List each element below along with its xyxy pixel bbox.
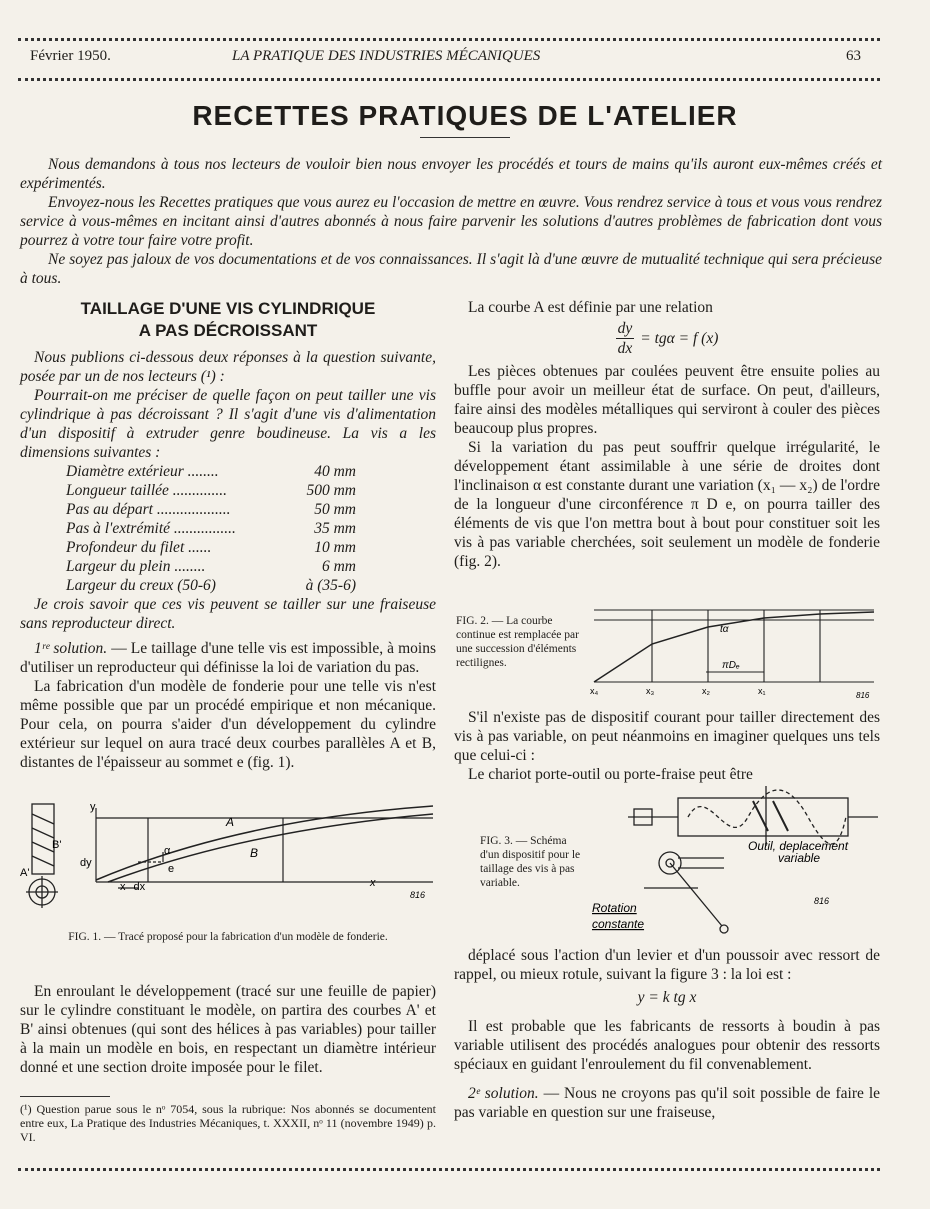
header-date: Février 1950. xyxy=(30,48,111,64)
fig3-number: 816 xyxy=(814,896,830,906)
body-paragraph: Les pièces obtenues par coulées peuvent être ensuite polies au buffle pour avoir un meilleur état de surface. On peut, d'ailleurs, faire ainsi des modèles métalliques qui serviront à couler des pièces beaucoup plus propres. xyxy=(454,363,880,437)
fig1-caption: FIG. 1. — Tracé proposé pour la fabrication d'un modèle de fonderie. xyxy=(68,931,388,943)
equation-2: y = k tg x xyxy=(637,989,697,1006)
equation-1 xyxy=(454,319,880,358)
fig1-label-A: A xyxy=(226,815,235,829)
bottom-dotted-rule xyxy=(18,1168,880,1171)
fig1-number: 816 xyxy=(410,890,426,900)
footnote: (¹) Question parue sous le nᵒ 7054, sous la rubrique: Nos abonnés se documentent entre eux, La Pratique des Industries Mécaniques, t. XXXII, nᵒ 11 (novembre 1949) p. VI. xyxy=(20,1102,436,1144)
body-paragraph: La courbe A est définie par une relation xyxy=(468,299,713,316)
solution2-paragraph: 2ᵉ solution. — Nous ne croyons pas qu'il soit possible de faire le pas variable en question sur une fraiseuse, xyxy=(454,1085,881,1121)
fig3-label-variable: variable xyxy=(778,851,821,865)
solution1-paragraph: 1ʳᵉ solution. — Le taillage d'une telle vis est impossible, à moins d'utiliser un reproducteur qui définisse la loi de variation du pas. xyxy=(20,640,436,676)
fig3-caption: FIG. 3. — Schéma d'un dispositif pour le taillage des vis à pas variable. xyxy=(480,835,581,889)
right-column-bottom xyxy=(454,946,880,1122)
body-paragraph: déplacé sous l'action d'un levier et d'un poussoir avec ressort de rappel, ou mieux rotule, suivant la figure 3 : la loi est : xyxy=(454,947,880,983)
fig1-label-B2: B' xyxy=(52,839,62,851)
dimension-row: Pas à l'extrémité ................ 35 mm xyxy=(66,520,356,537)
fig2-label-x3: x₃ xyxy=(646,686,655,696)
eq1-numerator: dy xyxy=(617,320,633,337)
article-title-line1: TAILLAGE D'UNE VIS CYLINDRIQUE xyxy=(80,299,376,318)
dimension-row: Longueur taillée .............. 500 mm xyxy=(66,482,356,499)
intro-block xyxy=(20,155,882,288)
footnote-rule xyxy=(20,1096,110,1097)
body-paragraph: S'il n'existe pas de dispositif courant pour tailler directement des vis à pas variable, on peut néanmoins en imaginer quelques uns tels que celui-ci : xyxy=(454,709,880,764)
body-paragraph: Le chariot porte-outil ou porte-fraise peut être xyxy=(468,766,753,783)
dimension-row: Largeur du creux (50-6) à (35-6) xyxy=(66,577,356,594)
body-paragraph: La fabrication d'un modèle de fonderie pour une telle vis n'est même possible que par un procédé empirique et non mécanique. Pour cela, on pourra s'aider d'un développement du cylindre extérieur sur lequel on aura tracé deux courbes parallèles A et B, distantes de l'épaisseur au sommet e (fig. 1). xyxy=(20,678,436,771)
fig1-label-A2: A' xyxy=(20,867,30,879)
question-end: Je crois savoir que ces vis peuvent se tailler sur une fraiseuse sans reproducteur direct. xyxy=(20,596,436,632)
fig2-label-alpha: tα xyxy=(720,624,729,635)
fig2-number: 816 xyxy=(856,691,870,700)
fig1-label-x: x xyxy=(370,877,376,889)
fig1-label-e: e xyxy=(168,863,175,875)
dimension-row: Profondeur du filet ...... 10 mm xyxy=(66,539,356,556)
right-column-mid xyxy=(454,708,880,784)
fig3-label-rotation: Rotation xyxy=(592,901,637,915)
dimension-row: Pas au départ ................... 50 mm xyxy=(66,501,356,518)
right-column xyxy=(454,298,880,571)
title-underline xyxy=(420,137,510,138)
dimension-row: Largeur du plein ........ 6 mm xyxy=(66,558,356,575)
fig2-caption: FIG. 2. — La courbe continue est remplacée par une succession d'éléments rectilignes. xyxy=(456,615,579,669)
fig2-label-x4: x₄ xyxy=(590,686,599,696)
fig1-label-dy: dy xyxy=(80,857,92,869)
intro-paragraph: Nous demandons à tous nos lecteurs de vouloir bien nous envoyer les procédés et tours de mains qu'ils auront eux-mêmes créés et expérimentés. xyxy=(20,156,882,192)
fig1-label-x-dx: x dx xyxy=(120,881,146,893)
figure-3 xyxy=(588,776,880,942)
header-journal: LA PRATIQUE DES INDUSTRIES MÉCANIQUES xyxy=(232,48,541,64)
page-title: RECETTES PRATIQUES DE L'ATELIER xyxy=(192,100,738,131)
header-dotted-rule xyxy=(18,78,880,81)
top-dotted-rule xyxy=(18,38,880,41)
eq1-denominator: dx xyxy=(617,340,633,357)
development-diagram xyxy=(96,806,433,888)
fig1-label-alpha: α xyxy=(164,845,171,857)
screw-sketch xyxy=(26,804,58,908)
figure-2 xyxy=(588,602,880,702)
question-intro: Nous publions ci-dessous deux réponses à la question suivante, posée par un de nos lecteurs (¹) : xyxy=(20,349,436,385)
dimensions-table xyxy=(66,462,436,595)
solution1-label: 1ʳᵉ solution. xyxy=(34,640,108,657)
fig1-label-B: B xyxy=(250,846,259,860)
header-page: 63 xyxy=(846,48,861,64)
intro-paragraph: Ne soyez pas jaloux de vos documentations et de vos connaissances. Il s'agit là d'une œuvre de mutualité technique qui sera précieuse à tous. xyxy=(20,251,882,287)
fig1-label-y: y xyxy=(90,801,96,813)
body-paragraph: En enroulant le développement (tracé sur une feuille de papier) sur le cylindre constituant le modèle, on partira des courbes A' et B' ainsi obtenues (qui sont des hélices à pas variables) pour tailler à la main un modèle en bois, en respectant un diamètre intérieur donné et une section droite imposée pour le filet. xyxy=(20,983,436,1076)
body-paragraph: Si la variation du pas peut souffrir quelque irrégularité, le développement étant assimilable à une série de droites dont l'inclinaison α est constante durant une variation (x₁ — x₂) de l'ordre de la longueur d'une circonférence π D e, on pourra tailler des éléments de vis que l'on mettra bout à bout pour constituer soit les vis à pas variable cherchées, soit seulement un modèle de fonderie (fig. 2). xyxy=(454,439,880,570)
left-column xyxy=(20,298,436,772)
question-text: Pourrait-on me préciser de quelle façon on peut tailler une vis cylindrique à pas décroissant ? Il s'agit d'une vis d'alimentation d'un dispositif à extruder genre boudineuse. La vis a les dimensions suivantes : xyxy=(20,387,436,461)
fig3-label-constante: constante xyxy=(592,917,645,931)
fig2-label-piD: πDₑ xyxy=(722,660,740,671)
fig2-label-x1: x₁ xyxy=(758,686,766,696)
article-title-line2: A PAS DÉCROISSANT xyxy=(138,321,318,340)
solution2-label: 2ᵉ solution. xyxy=(468,1085,539,1102)
dimension-row: Diamètre extérieur ........ 40 mm xyxy=(66,463,356,480)
fig3-label-outil: Outil, deplacement xyxy=(748,839,849,853)
eq1-rest: = tgα = f (x) xyxy=(640,330,719,347)
figure-1 xyxy=(18,800,438,930)
left-column-bottom xyxy=(20,982,436,1077)
intro-paragraph: Envoyez-nous les Recettes pratiques que vous aurez eu l'occasion de mettre en œuvre. Vous rendrez service à tous et vous vous rendrez service à vous-mêmes en incitant ainsi d'autres abonnés à nous faire parvenir les solutions d'autres problèmes de fabrication dont vous pourrez à votre tour faire votre profit. xyxy=(20,194,882,249)
body-paragraph: Il est probable que les fabricants de ressorts à boudin à pas variable utilisent des procédés analogues pour obtenir des ressorts spéciaux en guidant l'enroulement du fil convenablement. xyxy=(454,1018,880,1073)
fig2-label-x2: x₂ xyxy=(702,686,710,696)
